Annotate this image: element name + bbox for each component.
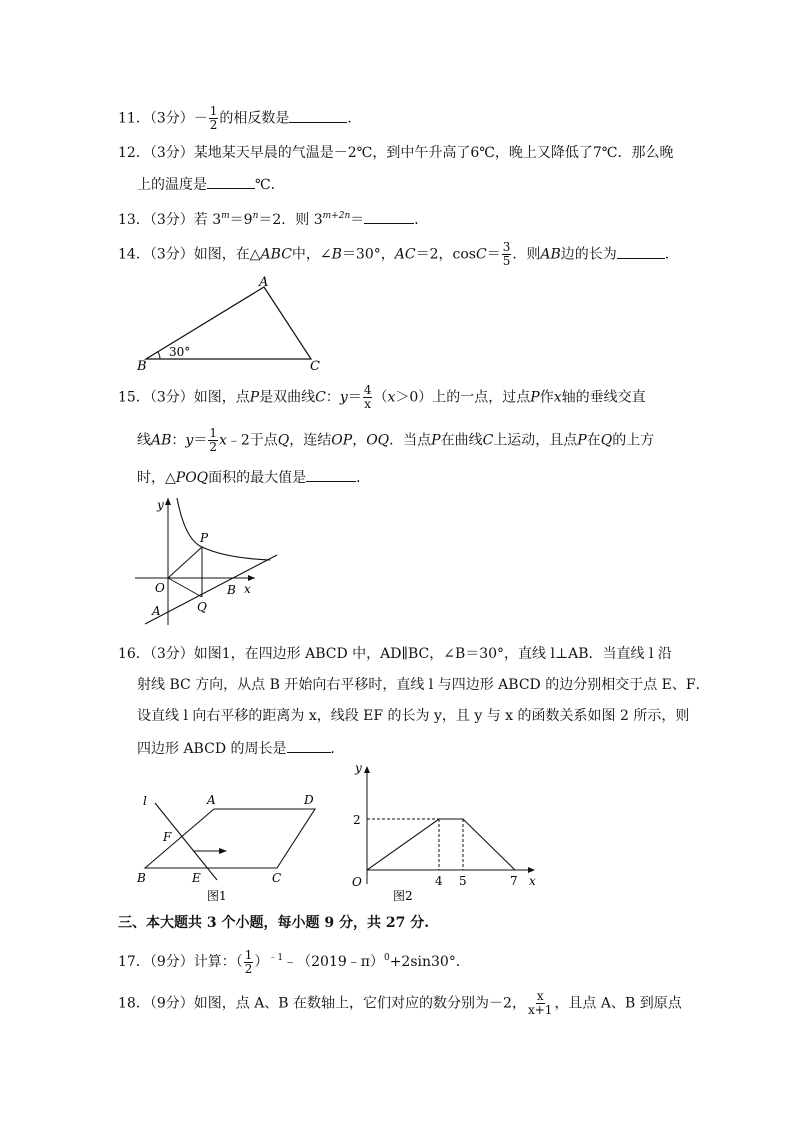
y-axis-arrow bbox=[364, 766, 370, 773]
question-12 bbox=[118, 143, 673, 163]
question-12-line2 bbox=[137, 174, 285, 195]
q15-q: Q bbox=[277, 432, 290, 449]
q14-frac-num: 3 bbox=[502, 240, 511, 254]
q15-x: x bbox=[387, 389, 396, 406]
tick-2: 2 bbox=[353, 813, 361, 827]
x-axis-arrow bbox=[248, 575, 255, 581]
q15-t5: （ bbox=[373, 389, 388, 406]
q12-score: （3分） bbox=[149, 145, 194, 161]
q15-t1: 如图，点 bbox=[193, 389, 250, 406]
q16-end: ． bbox=[330, 741, 345, 757]
q14-text-d: ＝2，cos bbox=[415, 246, 476, 263]
x-axis-arrow bbox=[528, 867, 535, 873]
label-x: x bbox=[244, 582, 251, 596]
question-16-line4 bbox=[137, 738, 345, 759]
q15-t3: ： bbox=[325, 389, 340, 406]
hyperbola-curve bbox=[177, 498, 270, 560]
caption-figure-2: 图2 bbox=[393, 889, 413, 902]
question-15-line3 bbox=[137, 467, 370, 488]
q15-op: OP bbox=[331, 432, 353, 449]
q13-answer-blank[interactable] bbox=[364, 209, 414, 224]
question-16-line1 bbox=[118, 644, 672, 664]
q15-p4: P bbox=[577, 432, 587, 449]
q15-x3: x bbox=[218, 432, 227, 449]
q11-number: 11． bbox=[118, 110, 150, 127]
q17-text-a: 计算：（ bbox=[193, 954, 243, 970]
q13-sup-m2n: m+2n bbox=[322, 211, 351, 221]
label-30-degrees: 30° bbox=[169, 345, 191, 359]
q18-fraction bbox=[527, 990, 553, 1017]
q16-answer-blank[interactable] bbox=[287, 738, 331, 753]
question-15-line1 bbox=[118, 384, 646, 411]
label-e: E bbox=[192, 871, 201, 885]
q11-text: 的相反数是 bbox=[219, 110, 290, 127]
q14-abc: ABC bbox=[260, 246, 292, 263]
q15-l2-a: 线 bbox=[137, 432, 151, 449]
q15-y: y bbox=[339, 389, 348, 406]
q15-poq: POQ bbox=[175, 470, 209, 486]
q13-sup-n: n bbox=[252, 211, 259, 221]
question-13 bbox=[118, 206, 428, 230]
q15-l2-c: ＝ bbox=[193, 432, 208, 449]
q17-text-d: +2sin30°． bbox=[389, 954, 470, 970]
q17-score: （9分） bbox=[149, 954, 194, 970]
q17-text-b: ） bbox=[254, 954, 269, 970]
q12-number: 12． bbox=[118, 145, 150, 161]
q15-l2-g: ．当点 bbox=[389, 432, 432, 449]
tick-5: 5 bbox=[459, 874, 467, 888]
question-16-line2 bbox=[137, 675, 710, 695]
q13-text-b: ＝9 bbox=[229, 212, 253, 228]
move-arrow-icon bbox=[219, 848, 227, 854]
q12-line1: 某地某天早晨的气温是－2℃，到中午升高了6℃，晚上又降低了7℃．那么晚 bbox=[193, 145, 674, 161]
q15-t7: 作 bbox=[539, 389, 554, 406]
q15-score: （3分） bbox=[149, 389, 194, 406]
q14-text-e: ＝ bbox=[486, 246, 501, 263]
y-axis-arrow bbox=[165, 498, 171, 505]
q17-sup-neg1: ﹣1 bbox=[268, 953, 284, 963]
function-graph-line bbox=[367, 819, 515, 870]
q11-frac-num: 1 bbox=[209, 104, 218, 118]
q15-l3-b: 面积的最大值是 bbox=[208, 470, 307, 486]
question-15-line2 bbox=[137, 427, 654, 454]
q15-l2-i: 上运动，且点 bbox=[493, 432, 578, 449]
label-b: B bbox=[137, 359, 147, 374]
q15-l3-a: 时，△ bbox=[137, 470, 176, 486]
q16-line3: 设直线 l 向右平移的距离为 x，线段 EF 的长为 y，且 y 与 x 的函数关系如图 2 所示，则 bbox=[137, 708, 690, 724]
q15-p: P bbox=[249, 389, 260, 406]
q14-AC: AC bbox=[394, 246, 416, 263]
q11-frac-den: 2 bbox=[209, 118, 218, 132]
q14-text-a: 如图，在△ bbox=[193, 246, 261, 263]
label-f: F bbox=[163, 830, 172, 844]
q15-end: ． bbox=[356, 470, 371, 486]
q15-frac2-num: 1 bbox=[209, 426, 217, 440]
q14-end: ． bbox=[664, 246, 679, 263]
segment-op bbox=[168, 547, 202, 578]
q14-frac-den: 5 bbox=[502, 254, 511, 268]
q15-p2: P bbox=[530, 389, 540, 406]
question-17 bbox=[118, 948, 470, 976]
q17-frac-den: 2 bbox=[244, 961, 253, 976]
q15-t6: ＞0）上的一点，过点 bbox=[395, 389, 531, 406]
tick-7: 7 bbox=[510, 874, 518, 888]
q14-text-b: 中，∠ bbox=[291, 246, 332, 263]
q15-t4: ＝ bbox=[347, 389, 362, 406]
q16-figure-2-graph bbox=[345, 760, 545, 902]
q13-end: ． bbox=[414, 212, 429, 228]
q15-fraction-4-x bbox=[363, 384, 373, 411]
label-y: y bbox=[355, 761, 362, 775]
label-p: P bbox=[200, 531, 209, 545]
q16-line2: 射线 BC 方向，从点 B 开始向右平移时，直线 l 与四边形 ABCD 的边分别相交于点 E、F． bbox=[137, 677, 710, 693]
q13-text-a: 若 3 bbox=[193, 212, 222, 228]
q14-score: （3分） bbox=[149, 246, 194, 263]
q16-number: 16． bbox=[118, 646, 150, 662]
label-c: C bbox=[272, 871, 282, 885]
q11-score: （3分） bbox=[149, 110, 194, 127]
q14-text-f: ．则 bbox=[512, 246, 541, 263]
q16-line1: 如图1，在四边形 ABCD 中，AD∥BC，∠B＝30°，直线 l⊥AB．当直线 l 沿 bbox=[193, 646, 672, 662]
q13-text-c: ＝2．则 3 bbox=[258, 212, 323, 228]
q15-l2-h: 在曲线 bbox=[440, 432, 483, 449]
q18-frac-num: x bbox=[536, 989, 544, 1003]
q15-q2: Q bbox=[600, 432, 613, 449]
label-c: C bbox=[310, 359, 320, 374]
label-x: x bbox=[529, 874, 536, 888]
q11-sign: － bbox=[193, 110, 208, 127]
q13-number: 13． bbox=[118, 212, 150, 228]
q11-answer-blank[interactable] bbox=[289, 108, 347, 123]
q14-answer-blank[interactable] bbox=[617, 244, 665, 259]
q18-frac-den: x+1 bbox=[527, 1003, 553, 1017]
q15-c2: C bbox=[482, 432, 494, 449]
q14-fraction bbox=[502, 241, 512, 268]
q15-l2-j: 在 bbox=[586, 432, 601, 449]
q15-frac2-den: 2 bbox=[209, 440, 217, 454]
label-y: y bbox=[157, 498, 164, 512]
question-18 bbox=[118, 990, 682, 1017]
q12-line2-end: ℃． bbox=[255, 177, 285, 193]
q15-l2-f: ， bbox=[352, 432, 367, 449]
q17-fraction bbox=[244, 949, 254, 976]
q14-B: B bbox=[331, 246, 342, 263]
q18-text-a: 如图，点 A、B 在数轴上，它们对应的数分别为－2， bbox=[193, 995, 526, 1012]
q11-fraction bbox=[209, 105, 219, 132]
question-16-line3 bbox=[137, 706, 689, 726]
question-11 bbox=[118, 105, 361, 132]
label-b: B bbox=[227, 583, 236, 597]
q17-text-c: ﹣（2019﹣π） bbox=[283, 954, 384, 970]
tick-4: 4 bbox=[435, 874, 443, 888]
label-b: B bbox=[137, 871, 146, 885]
q13-text-d: ＝ bbox=[350, 212, 365, 228]
q11-end: ． bbox=[347, 110, 362, 127]
q12-answer-blank[interactable] bbox=[207, 174, 255, 189]
q14-triangle-figure bbox=[130, 272, 340, 377]
label-a: A bbox=[152, 604, 161, 618]
q15-l2-k: 的上方 bbox=[612, 432, 655, 449]
q15-t2: 是双曲线 bbox=[259, 389, 316, 406]
q15-answer-blank[interactable] bbox=[306, 467, 356, 482]
q15-t8: 轴的垂线交直 bbox=[561, 389, 646, 406]
label-a: A bbox=[207, 793, 216, 807]
q14-C: C bbox=[475, 246, 487, 263]
q14-number: 14． bbox=[118, 246, 150, 263]
label-l: l bbox=[143, 794, 147, 808]
q15-x2: x bbox=[553, 389, 562, 406]
q16-score: （3分） bbox=[149, 646, 194, 662]
q13-score: （3分） bbox=[149, 212, 194, 228]
segment-oq bbox=[168, 578, 202, 597]
q16-figure-1 bbox=[134, 788, 334, 903]
q15-l2-b: ： bbox=[171, 432, 186, 449]
q15-ab: AB bbox=[151, 432, 172, 449]
q15-c: C bbox=[315, 389, 326, 406]
q12-line2-text: 上的温度是 bbox=[137, 177, 207, 193]
section-3-heading: 三、本大题共 3 个小题，每小题 9 分，共 27 分. bbox=[118, 915, 430, 931]
label-o: O bbox=[155, 581, 165, 595]
q14-text-g: 边的长为 bbox=[560, 246, 617, 263]
q15-l2-e: ，连结 bbox=[289, 432, 332, 449]
label-q: Q bbox=[197, 600, 207, 614]
q13-sup-m: m bbox=[221, 211, 230, 221]
q14-text-c: ＝30°， bbox=[341, 246, 395, 263]
q14-AB: AB bbox=[540, 246, 561, 263]
q15-y2: y bbox=[185, 432, 194, 449]
q18-number: 18． bbox=[118, 995, 150, 1012]
q17-sup-0: 0 bbox=[383, 953, 390, 963]
q17-number: 17． bbox=[118, 954, 150, 970]
q15-fraction-1-2 bbox=[208, 427, 218, 454]
q18-score: （9分） bbox=[149, 995, 194, 1012]
caption-figure-1: 图1 bbox=[207, 889, 227, 903]
q15-p3: P bbox=[431, 432, 441, 449]
q16-line4: 四边形 ABCD 的周长是 bbox=[137, 741, 287, 757]
q18-text-b: ，且点 A、B 到原点 bbox=[554, 995, 682, 1012]
q15-number: 15． bbox=[118, 389, 150, 406]
question-14 bbox=[118, 241, 679, 268]
q15-hyperbola-figure bbox=[135, 490, 285, 630]
q15-l2-d: ﹣2于点 bbox=[226, 432, 278, 449]
q15-oq: OQ bbox=[366, 432, 390, 449]
angle-b-arc bbox=[158, 352, 160, 359]
q15-frac1-num: 4 bbox=[363, 383, 372, 397]
q17-frac-num: 1 bbox=[244, 947, 253, 962]
label-o: O bbox=[352, 875, 362, 889]
label-d: D bbox=[304, 793, 314, 807]
label-a: A bbox=[259, 275, 269, 290]
q15-frac1-den: x bbox=[364, 397, 372, 411]
